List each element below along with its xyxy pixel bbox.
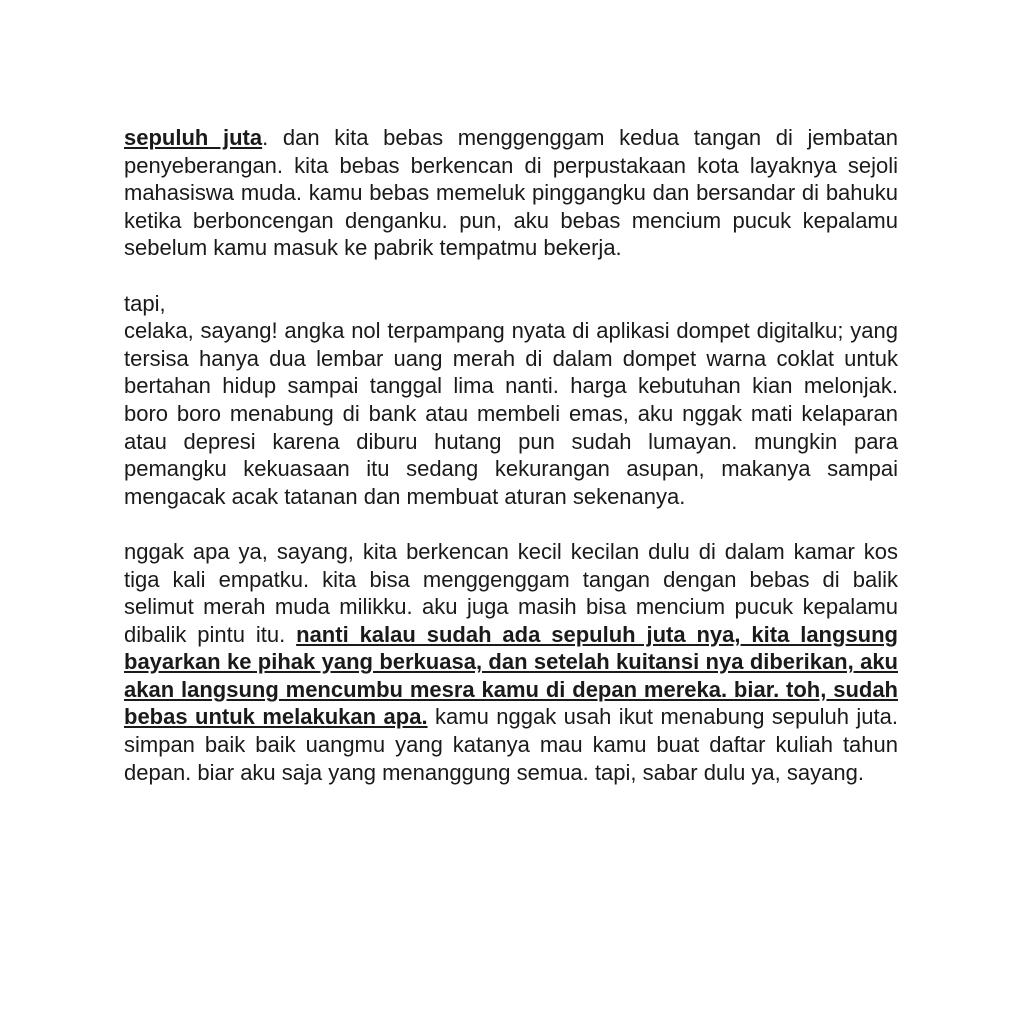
paragraph-3-after: kamu nggak usah ikut menabung sepuluh juta. simpan baik baik uangmu yang katanya mau kamu buat daftar kuliah tahun depan. biar aku saja yang menanggung semua. tapi, sabar dulu ya, sayang. (124, 704, 899, 785)
paragraph-1-text: . dan kita bebas menggenggam kedua tangan di jembatan penyeberangan. kita bebas berkencan di perpustakaan kota layaknya sejoli mahasiswa muda. kamu bebas memeluk pinggangku dan bersandar di bahuku ketika berboncengan denganku. pun, aku bebas mencium pucuk kepalamu sebelum kamu masuk ke pabrik tempatmu bekerja. (124, 125, 898, 261)
paragraph-2: celaka, sayang! angka nol terpampang nyata di aplikasi dompet digitalku; yang tersisa hanya dua lembar uang merah di dalam dompet warna coklat untuk bertahan hidup sampai tanggal lima nanti. harga kebutuhan kian melonjak. boro boro menabung di bank atau membeli emas, aku nggak mati kelaparan atau depresi karena diburu hutang pun sudah lumayan. mungkin para pemangku kekuasaan itu sedang kekurangan asupan, makanya sampai mengacak acak tatanan dan membuat aturan sekenanya. (124, 318, 898, 509)
paragraph-3-before: nggak apa ya, sayang, kita berkencan kecil kecilan dulu di dalam kamar kos tiga kali empatku. kita bisa menggenggam tangan dengan bebas di balik selimut merah muda milikku. aku juga masih bisa mencium pucuk kepalamu dibalik pintu itu. (124, 538, 898, 647)
paragraph-2-opener: tapi, (124, 290, 166, 316)
lead-phrase: sepuluh juta (124, 125, 263, 150)
document-page (124, 124, 898, 786)
emphasis-passage: nanti kalau sudah ada sepuluh juta nya, kita langsung bayarkan ke pihak yang berkuasa, dan setelah kuitansi nya diberikan, aku akan langsung mencumbu mesra kamu di depan mereka. biar. toh, sudah bebas untuk melakukan apa. (124, 621, 898, 730)
paragraph-3 (124, 538, 898, 786)
paragraph-1 (124, 124, 898, 262)
